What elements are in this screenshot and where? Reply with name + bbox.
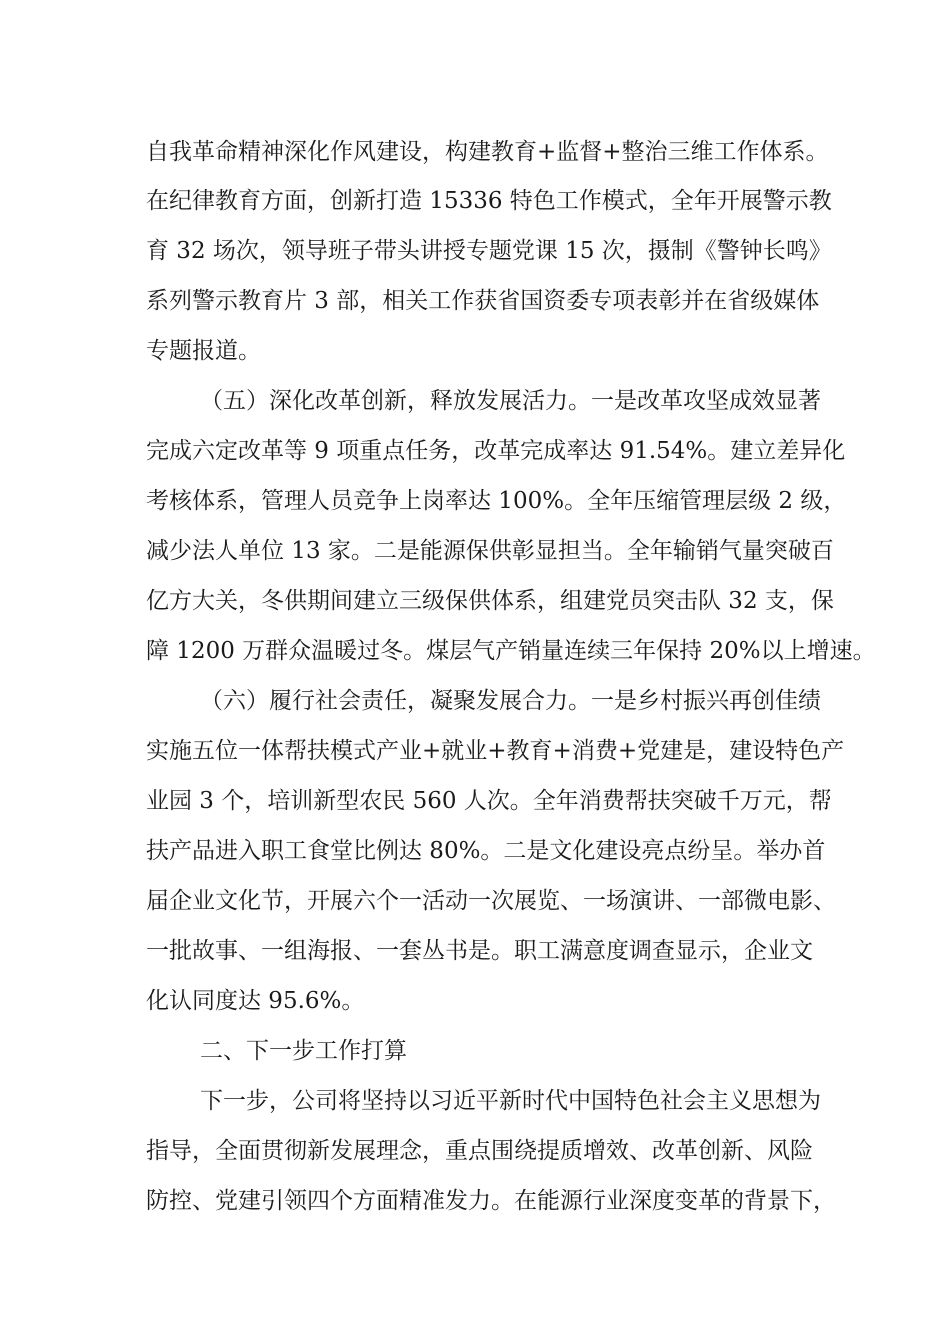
- paragraph-line: 自我革命精神深化作风建设，构建教育+监督+整治三维工作体系。: [146, 139, 829, 165]
- paragraph-line: 亿方大关，冬供期间建立三级保供体系，组建党员突击队 32 支，保: [146, 588, 834, 614]
- paragraph-line: 完成六定改革等 9 项重点任务，改革完成率达 91.54%。建立差异化: [146, 438, 846, 464]
- paragraph-line: 届企业文化节，开展六个一活动一次展览、一场演讲、一部微电影、: [146, 888, 836, 914]
- paragraph-line: 实施五位一体帮扶模式产业+就业+教育+消费+党建是，建设特色产: [146, 738, 845, 764]
- paragraph-line: 专题报道。: [146, 338, 261, 364]
- paragraph-line: 业园 3 个，培训新型农民 560 人次。全年消费帮扶突破千万元，帮: [146, 788, 832, 814]
- section-heading-five: （五）深化改革创新，释放发展活力。一是改革攻坚成效显著: [200, 388, 821, 414]
- chapter-heading-two: 二、下一步工作打算: [200, 1038, 407, 1064]
- paragraph-line: 防控、党建引领四个方面精准发力。在能源行业深度变革的背景下，: [146, 1188, 836, 1214]
- paragraph-line: 考核体系，管理人员竞争上岗率达 100%。全年压缩管理层级 2 级，: [146, 488, 847, 514]
- paragraph-line: 系列警示教育片 3 部，相关工作获省国资委专项表彰并在省级媒体: [146, 288, 820, 314]
- paragraph-line: 在纪律教育方面，创新打造 15336 特色工作模式，全年开展警示教: [146, 188, 832, 214]
- paragraph-line: 障 1200 万群众温暖过冬。煤层气产销量连续三年保持 20%以上增速。: [146, 638, 876, 664]
- paragraph-line: 育 32 场次，领导班子带头讲授专题党课 15 次，摄制《警钟长鸣》: [146, 238, 832, 264]
- section-heading-six: （六）履行社会责任，凝聚发展合力。一是乡村振兴再创佳绩: [200, 688, 821, 714]
- paragraph-line: 指导，全面贯彻新发展理念，重点围绕提质增效、改革创新、风险: [146, 1138, 813, 1164]
- paragraph-line: 下一步，公司将坚持以习近平新时代中国特色社会主义思想为: [200, 1088, 821, 1114]
- paragraph-line: 减少法人单位 13 家。二是能源保供彰显担当。全年输销气量突破百: [146, 538, 834, 564]
- paragraph-line: 一批故事、一组海报、一套丛书是。职工满意度调查显示，企业文: [146, 938, 813, 964]
- paragraph-line: 化认同度达 95.6%。: [146, 988, 365, 1014]
- paragraph-line: 扶产品进入职工食堂比例达 80%。二是文化建设亮点纷呈。举办首: [146, 838, 826, 864]
